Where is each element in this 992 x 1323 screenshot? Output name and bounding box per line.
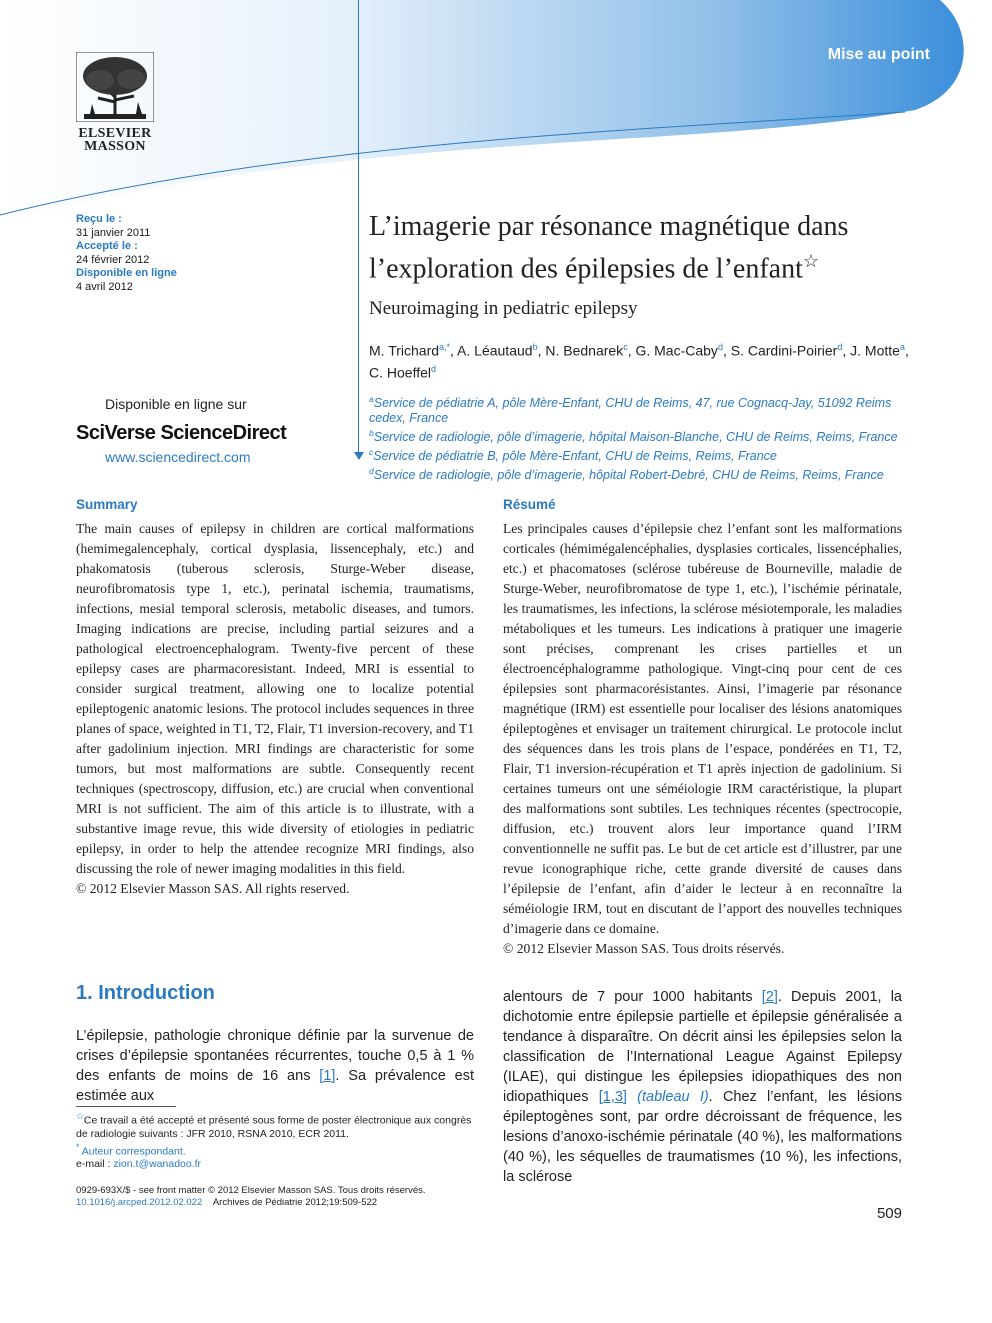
intro-text-2a: alentours de 7 pour 1000 habitants [503, 989, 762, 1005]
doi-link[interactable]: 10.1016/j.arcped.2012.02.022 [76, 1197, 203, 1208]
journal-citation: Archives de Pédiatrie 2012;19:509-522 [212, 1197, 378, 1208]
footer-copyright: 0929-693X/$ - see front matter © 2012 Elsevier Masson SAS. Tous droits réservés. [76, 1185, 426, 1196]
affiliation-item [369, 464, 909, 483]
section-tag: Mise au point [827, 46, 930, 63]
article-subtitle: Neuroimaging in pediatric epilepsy [369, 298, 638, 319]
affiliation-key: a [369, 394, 374, 404]
received-date: 31 janvier 2011 [76, 226, 151, 239]
affiliation-text: Service de pédiatrie B, pôle Mère-Enfant, CHU de Reims, Reims, France [373, 449, 777, 464]
footnote-email [76, 1158, 474, 1171]
summary-section [76, 497, 474, 899]
footnote-corr-text: Auteur correspondant. [81, 1145, 186, 1157]
intro-paragraph-left [76, 1026, 474, 1106]
reference-link[interactable]: [2] [761, 989, 778, 1005]
title-text: L’imagerie par résonance magnétique dans l’exploration des épilepsies de l’enfant [369, 211, 849, 285]
vertical-rule [358, 0, 359, 456]
author-affiliation-mark: d [837, 342, 843, 352]
article-dates [76, 213, 226, 294]
footnote-rule [76, 1106, 176, 1107]
affiliation-key: d [369, 466, 374, 477]
footnote-star-text: Ce travail a été accepté et présenté sous forme de poster électronique aux congrès de radiologie suivants : JFR 2010, RSNA 2010, ECR 2011. [76, 1114, 472, 1140]
table-reference-link[interactable]: (tableau I) [637, 1089, 709, 1105]
author-name[interactable]: S. Cardini-Poirier [730, 342, 838, 359]
email-label: e-mail : [76, 1158, 114, 1170]
publisher-line1: ELSEVIER [78, 126, 152, 141]
affiliation-key: b [369, 428, 374, 439]
affiliation-item [369, 392, 909, 426]
publisher-line2: MASSON [84, 139, 146, 154]
publisher-name [76, 127, 154, 153]
affiliation-text: Service de pédiatrie A, pôle Mère-Enfant, CHU de Reims, 47, rue Cognacq-Jay, 51092 Reims cedex, France [369, 396, 892, 426]
author-affiliation-mark: c [623, 342, 628, 352]
intro-paragraph-right [503, 987, 902, 1187]
intro-text-1b: . Sa prévalence est estimée aux [76, 1068, 474, 1104]
article-title [369, 210, 909, 286]
author-affiliation-mark: d [431, 363, 437, 374]
received-label: Reçu le : [76, 213, 122, 225]
footnote-star-mark: ☆ [76, 1111, 84, 1121]
author-affiliation-mark: a,* [439, 342, 451, 352]
affiliation-list [369, 392, 909, 484]
author-name[interactable]: G. Mac-Caby [635, 342, 718, 359]
summary-copyright: © 2012 Elsevier Masson SAS. All rights reserved. [76, 881, 350, 896]
resume-copyright: © 2012 Elsevier Masson SAS. Tous droits réservés. [503, 941, 785, 956]
reference-link[interactable]: [1] [319, 1068, 336, 1084]
resume-heading: Résumé [503, 497, 556, 512]
author-name[interactable]: N. Bednarek [545, 342, 624, 359]
title-footnote-mark[interactable]: ☆ [802, 251, 819, 271]
online-date: 4 avril 2012 [76, 280, 133, 293]
affiliation-text: Service de radiologie, pôle d’imagerie, hôpital Maison-Blanche, CHU de Reims, Reims, France [373, 430, 898, 445]
author-affiliation-mark: b [532, 342, 538, 352]
author-affiliation-mark: d [717, 342, 723, 352]
page-footer [76, 1185, 496, 1209]
online-availability-text: Disponible en ligne sur [105, 396, 247, 412]
author-list: M. Trichard$^{a,*}$, A. Léautaud$^b$, N. Bednarek$^c$, G. Mac-Caby$^d$, S. Cardini-Poirier$^d$, J. Motte$^a$, C. Hoeffel$^d$ [369, 342, 909, 381]
author-name[interactable]: A. Léautaud [457, 342, 533, 359]
author-name[interactable]: M. Trichard [369, 342, 440, 359]
page-number: 509 [876, 1205, 902, 1222]
affiliation-item [369, 426, 909, 445]
accepted-date: 24 février 2012 [76, 253, 150, 266]
reference-link[interactable]: [1,3] [598, 1089, 627, 1105]
author-affiliation-mark: a [899, 342, 905, 352]
intro-text-1a: L’épilepsie, pathologie chronique définie par la survenue de crises d’épilepsie spontanées récurrentes, touche 0,5 à 1 % des enfants de moins de 16 ans [76, 1028, 474, 1084]
email-link[interactable]: zion.t@wanadoo.fr [113, 1158, 202, 1170]
sciencedirect-logo: SciVerse ScienceDirect [76, 422, 287, 444]
affiliation-item [369, 445, 909, 464]
tree-icon [76, 52, 154, 122]
resume-text: Les principales causes d’épilepsie chez l’enfant sont les malformations corticales (hémimégalencéphalies, dysplasies corticales, lissencéphalies, etc.) et phacomatoses (sclérose tubéreuse de Bourneville, maladie de Sturge-Weber, neurofibromatose de type 1, etc.), l’ischémie périnatale, les traumatismes, les infections, la sclérose mésiotemporale, les maladies métaboliques et les tumeurs. Les indications à pratiquer une imagerie sont précises, comprenant les crises partielles et un électroencéphalogramme pathologique. Vingt-cinq pour cent de ces épilepsies sont pharmacorésistantes. Ainsi, l’imagerie par résonance magnétique (IRM) est essentielle pour localiser des lésions anatomiques épileptogènes et envisager un traitement chirurgical. Le protocole inclut des séquences dans les trois plans de l’espace, pondérées en T1, T2, Flair, T1 inversion-récupération et T1 après injection de gadolinium. Si certaines tumeurs ont une séméiologie IRM caractéristique, la plupart des malformations sont subtiles. Les techniques récentes (spectrocopie, diffusion, etc.) trouvent alors leur importance quand l’IRM conventionnelle ne suffit pas. Le but de cet article est d’illustrer, par une revue iconographique riche, cette grande diversité de causes dans l’épilepsie de l’enfant, afin d’aider le lecteur à en reconnaître la séméiologie IRM, tout en discutant de l’apport des nouvelles techniques d’imagerie dans ce domaine. [503, 521, 902, 936]
author-name[interactable]: J. Motte [850, 342, 900, 359]
resume-section [503, 497, 902, 959]
intro-text-2c: . Chez l’enfant, les lésions épileptogènes sont, par ordre décroissant de fréquence, les lesions d’anoxo-ischémie périnatale (40 %), les malformations (40 %), les séquelles de traumatismes (10 %), les infections, la sclérose [503, 1089, 902, 1185]
footnotes [76, 1110, 474, 1171]
summary-text: The main causes of epilepsy in children are cortical malformations (hemimegalencephaly, cortical dysplasia, lissencephaly, etc.) and phakomatosis (tuberous sclerosis, Sturge-Weber disease, neurofibromatosis type 1, etc.), perinatal ischemia, traumatisms, infections, mesial temporal sclerosis, metabolic diseases, and tumors. Imaging indications are precise, including partial seizures and a pathological electroencephalogram. Twenty-five percent of these epilepsy cases are pharmacoresistant. Indeed, MRI is essential to consider surgical treatment, allowing one to localize potential epileptogenic anatomic lesions. The protocol includes sequences in three planes of space, weighted in T1, T2, Flair, T1 inversion-recovery, and T1 after gadolinium injection. MRI findings are characteristic for some tumors, but most malformations are subtle. Consequently recent techniques (spectroscopy, diffusion, etc.) are crucial when conventional MRI is not sufficient. The aim of this article is to illustrate, with a substantive image revue, this wide diversity of etiologies in pediatric epilepsy, in order to help the attendee recognize MRI findings, also discussing the role of newer imaging modalities in this field. [76, 521, 474, 876]
arrow-down-icon [353, 450, 365, 462]
sciencedirect-box [76, 396, 296, 465]
author-name[interactable]: C. Hoeffel [369, 364, 431, 381]
online-label: Disponible en ligne [76, 267, 177, 279]
footnote-star [76, 1110, 474, 1141]
affiliation-key: c [369, 447, 374, 458]
elsevier-logo [76, 52, 154, 153]
intro-text-2b: . Depuis 2001, la dichotomie entre épilepsie partielle et épilepsie généralisée a tendance à disparaître. On décrit ainsi les épilepsies selon la classification de l’International League Against Epilepsy (ILAE), qui distingue les épilepsies idiopathiques des non idiopathiques [503, 989, 902, 1105]
summary-heading: Summary [76, 497, 138, 512]
footnote-corresponding [76, 1141, 474, 1159]
affiliation-text: Service de radiologie, pôle d’imagerie, hôpital Robert-Debré, CHU de Reims, Reims, France [373, 468, 884, 483]
sciencedirect-link[interactable]: www.sciencedirect.com [105, 449, 251, 465]
footnote-corr-mark: * [76, 1141, 80, 1152]
accepted-label: Accepté le : [76, 240, 138, 252]
introduction-heading: 1. Introduction [76, 982, 215, 1004]
